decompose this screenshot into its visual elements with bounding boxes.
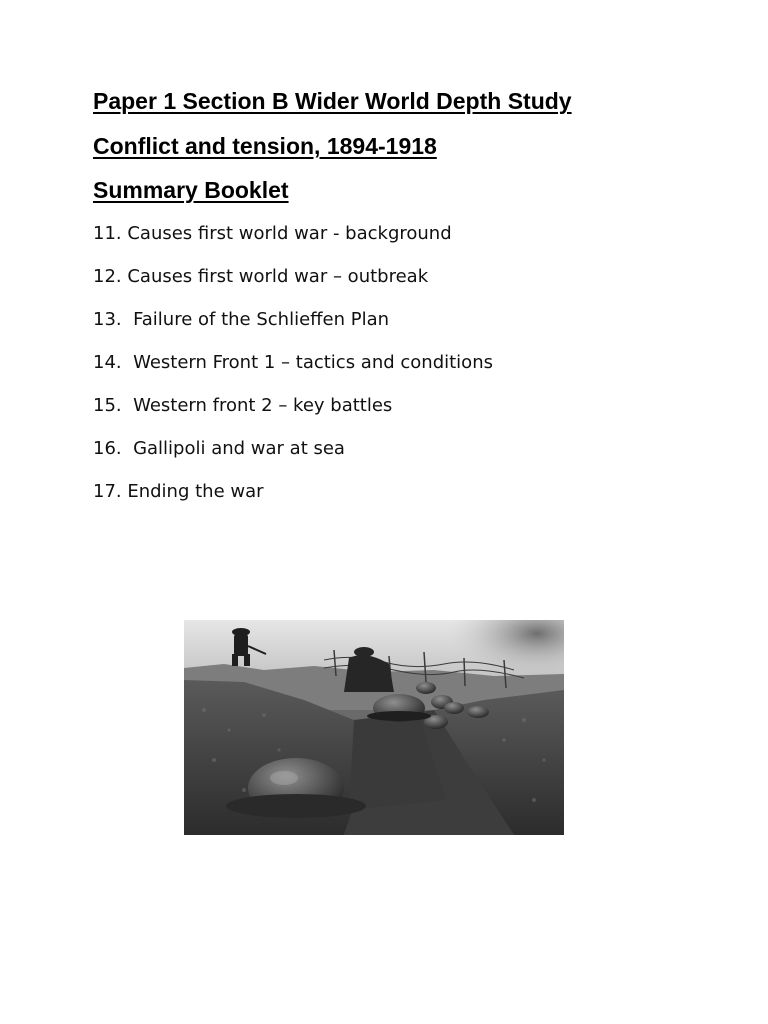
contents-item: 11. Causes first world war - background xyxy=(93,223,452,244)
document-subtitle: Conflict and tension, 1894-1918 xyxy=(93,133,437,159)
contents-item: 13. Failure of the Schlieffen Plan xyxy=(93,309,390,330)
contents-item: 15. Western front 2 – key battles xyxy=(93,395,393,416)
contents-item: 14. Western Front 1 – tactics and conditions xyxy=(93,352,493,373)
trench-photograph xyxy=(184,620,564,835)
booklet-title: Summary Booklet xyxy=(93,177,289,203)
document-title: Paper 1 Section B Wider World Depth Study xyxy=(93,88,572,114)
contents-item: 12. Causes first world war – outbreak xyxy=(93,266,429,287)
contents-item: 16. Gallipoli and war at sea xyxy=(93,438,345,459)
contents-list xyxy=(93,220,493,521)
contents-item: 17. Ending the war xyxy=(93,481,264,502)
